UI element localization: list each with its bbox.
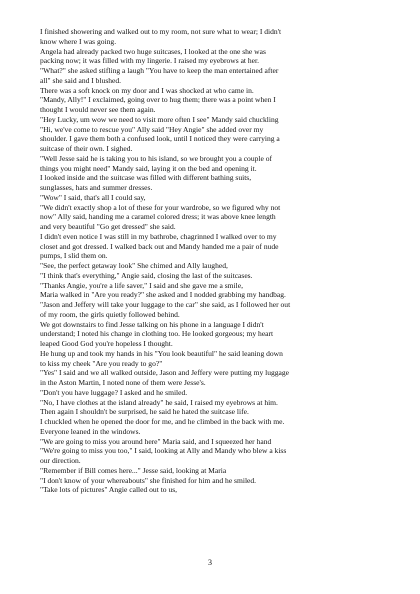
page-number: 3 — [208, 558, 212, 567]
text-line: sunglasses, hats and summer dresses. — [40, 183, 153, 192]
text-line: "We didn't exactly shop a lot of these for your wardrobe, so we figured why not — [40, 202, 281, 212]
text-line: "I don't know of your whereabouts" she finished for him and he smiled. — [40, 475, 257, 485]
text-line: Everyone leaned in the windows. — [40, 426, 141, 436]
text-line: Angela had already packed two huge suitcases, I looked at the one she was — [40, 46, 266, 56]
text-line: Maria walked in "Are you ready?" she asked and I nodded grabbing my handbag. — [40, 290, 286, 300]
text-line: understand; I noted his change in clothing too. He looked gorgeous; my heart — [40, 329, 274, 339]
text-line: to kiss my cheek "Are you ready to go?" — [40, 358, 163, 368]
text-line: "What?" she asked stifling a laugh "You have to keep the man entertained after — [40, 66, 279, 75]
text-line: thought I would never see them again. — [40, 105, 156, 114]
text-line: "No, I have clothes at the island already" he said, I raised my eyebrows at him. — [40, 397, 278, 407]
text-line: closet and got dressed. I walked back out and Mandy handed me a pair of nude — [40, 241, 279, 251]
text-line: "See, the perfect getaway look" She chimed and Ally laughed, — [40, 261, 228, 270]
text-line: "Hi, we've come to rescue you" Ally said "Hey Angie" she added over my — [40, 124, 264, 134]
text-line: leaped Good God you're hopeless I thought. — [40, 339, 173, 348]
text-line: now" Ally said, handing me a caramel colored dress; it was above knee length — [40, 212, 276, 222]
text-line: I chuckled when he opened the door for me, and he climbed in the back with me. — [40, 417, 285, 426]
text-line: "I think that's everything," Angie said, closing the last of the suitcases. — [40, 270, 253, 280]
text-line: our direction. — [40, 456, 81, 465]
text-line: "Mandy, Ally!" I exclaimed, going over to hug them; there was a point when I — [40, 95, 276, 105]
text-line: know where I was going. — [40, 36, 117, 46]
text-line: "Take lots of pictures" Angie called out to us, — [40, 485, 178, 495]
text-line: I didn't even notice I was still in my bathrobe, chagrinned I walked over to my — [40, 231, 277, 241]
text-line: "Well Jesse said he is taking you to his island, so we brought you a couple of — [40, 153, 272, 163]
story-body — [40, 27, 366, 495]
text-line: "Don't you have luggage? I asked and he smiled. — [40, 387, 188, 397]
text-line: He hung up and took my hands in his "You look beautiful" he said leaning down — [40, 348, 283, 358]
text-line: suitcase of their own. I sighed. — [40, 144, 133, 153]
text-line: I finished showering and walked out to my room, not sure what to wear; I didn't — [40, 27, 282, 36]
text-line: "Yes" I said and we all walked outside, Jason and Jeffery were putting my luggage — [40, 368, 290, 378]
text-line: shoulder. I gave them both a confused look, until I noticed they were carrying a — [40, 134, 280, 144]
text-line: "Hey Lucky, um wow we need to visit more often I see" Mandy said chuckling — [40, 114, 279, 124]
text-line: There was a soft knock on my door and I was shocked at who came in. — [40, 85, 254, 95]
text-line: "Jason and Jeffery will take your luggage to the car" she said, as I followed her out — [40, 300, 291, 309]
text-line: "We are going to miss you around here" Maria said, and I squeezed her hand — [40, 436, 272, 446]
text-line: packing now; it was filled with my lingerie. I raised my eyebrows at her. — [40, 56, 260, 66]
text-line: "Wow" I said, that's all I could say, — [40, 192, 146, 202]
text-line: pumps, I slid them on. — [40, 251, 108, 261]
text-line: "Remember if Bill comes here..." Jesse said, looking at Maria — [40, 465, 227, 475]
text-line: I looked inside and the suitcase was filled with different bathing suits, — [40, 173, 252, 183]
text-line: and very beautiful "Go get dressed" she said. — [40, 222, 176, 231]
text-line: "Thanks Angie, you're a life saver," I said and she gave me a smile, — [40, 280, 243, 290]
text-line: Then again I shouldn't be surprised, he said he hated the suitcase life. — [40, 407, 249, 417]
text-line: We got downstairs to find Jesse talking on his phone in a language I didn't — [40, 319, 264, 329]
text-line: of my room, the girls quietly followed behind. — [40, 309, 180, 319]
text-line: "We're going to miss you too," I said, looking at Ally and Mandy who blew a kiss — [40, 446, 287, 456]
text-line: all" she said and I blushed. — [40, 75, 122, 85]
text-line: in the Aston Martin, I noted none of them were Jesse's. — [40, 378, 206, 387]
text-line: things you might need" Mandy said, laying it on the bed and opening it. — [40, 163, 257, 173]
